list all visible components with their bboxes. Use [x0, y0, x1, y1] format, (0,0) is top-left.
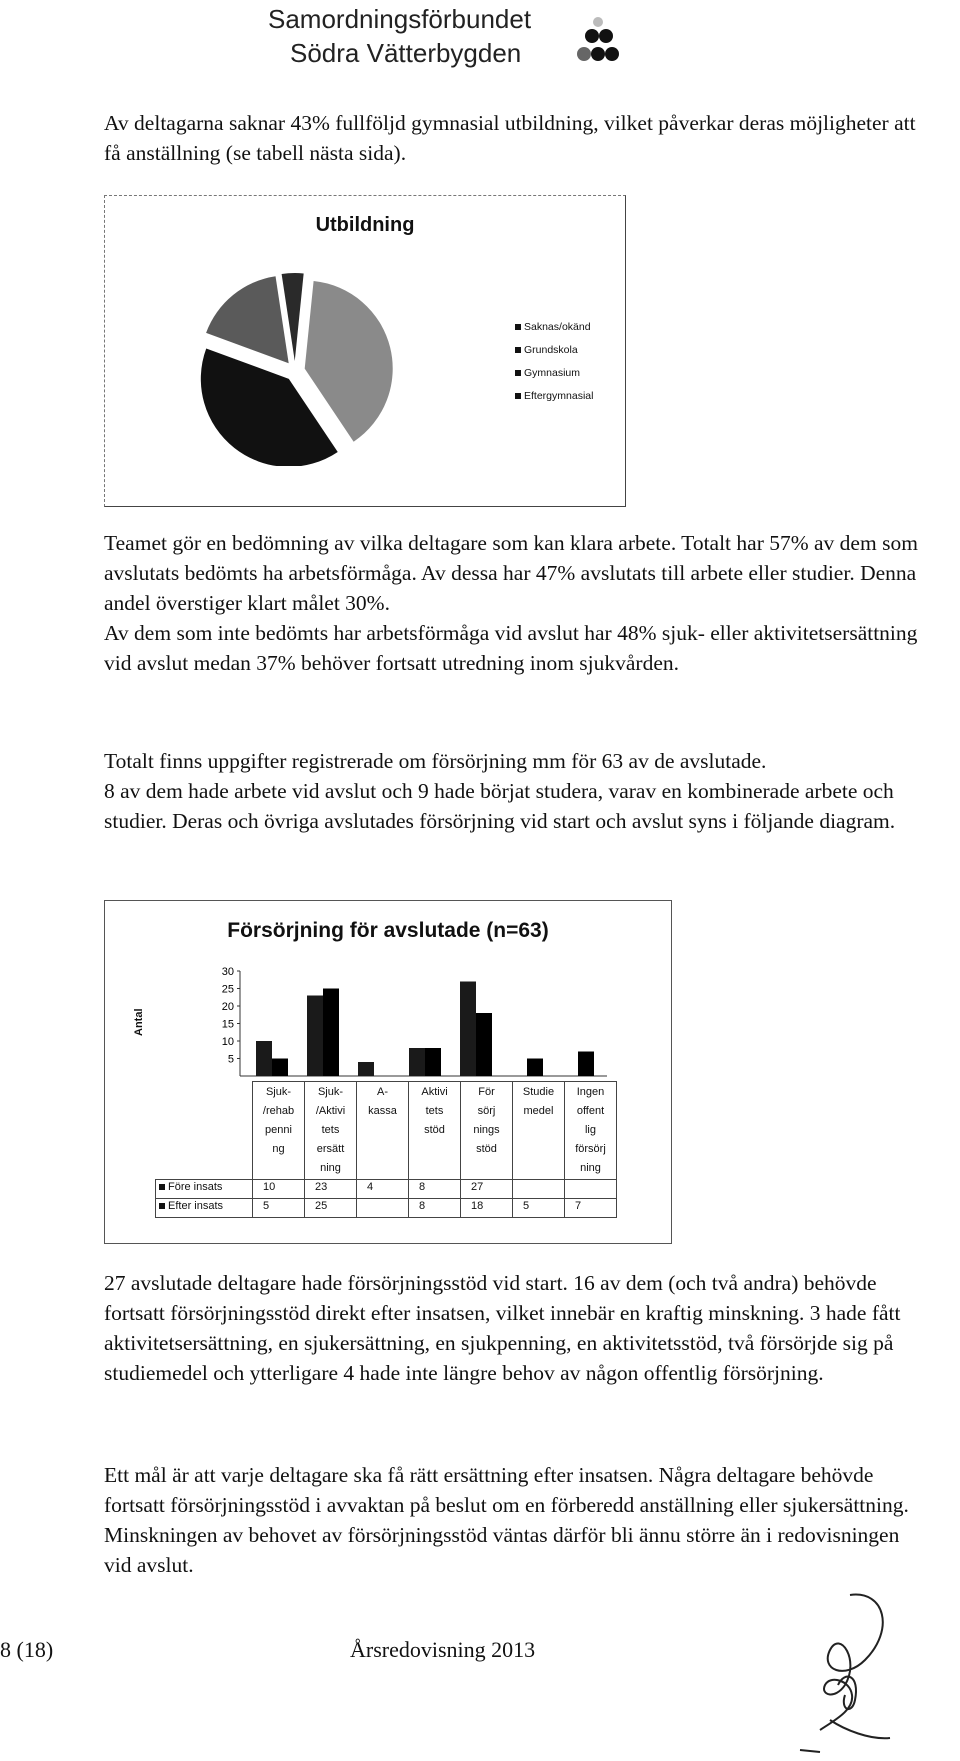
- pie-legend-label: Saknas/okänd: [524, 321, 591, 333]
- bar: [578, 1052, 594, 1077]
- paragraph-text: 27 avslutade deltagare hade försörjningsstöd vid start. 16 av dem (och två andra) behövde fortsatt försörjningsstöd direkt efter insatsen, vilket innebär en kraftig minskning. 3 hade fått aktivitetsersättning, en sjukersättning, en sjukpenning, en aktivitetsstöd, två försörjde sig på studiemedel och ytterligare 4 hade inte längre behov av någon offentlig försörjning.: [104, 1271, 901, 1385]
- series-row-after: [156, 1199, 617, 1218]
- bar: [409, 1048, 425, 1076]
- bar: [323, 989, 339, 1077]
- bar-chart-plot: [105, 901, 671, 1091]
- category-label: Sjuk- /Aktivi tets ersätt ning: [305, 1082, 357, 1180]
- paragraph-text: Totalt finns uppgifter registrerade om försörjning mm för 63 av de avslutade.: [104, 749, 767, 773]
- pie-legend-label: Gymnasium: [524, 367, 581, 379]
- data-label: 5: [253, 1199, 305, 1218]
- bar: [307, 996, 323, 1077]
- pie-chart-title: Utbildning: [315, 214, 415, 236]
- support-bar-chart: [104, 900, 672, 1244]
- org-name-line2: Södra Vätterbygden: [290, 38, 522, 68]
- y-tick-label: 25: [221, 983, 234, 996]
- signature-icon: [790, 1590, 910, 1760]
- paragraph-support-change: [104, 1268, 924, 1388]
- data-label: 4: [357, 1180, 409, 1199]
- y-tick-label: 5: [227, 1053, 234, 1066]
- bar-chart-ylabel: Antal: [133, 1008, 145, 1036]
- bar: [358, 1062, 374, 1076]
- paragraph-text: Av dem som inte bedömts har arbetsförmåga vid avslut har 48% sjuk- eller aktivitetsersättning vid avslut medan 37% behöver fortsatt utredning inom sjukvården.: [104, 621, 918, 675]
- bar: [527, 1059, 543, 1077]
- organization-logo-icon: [562, 10, 622, 72]
- data-label: 7: [565, 1199, 617, 1218]
- series-label: Före insats: [156, 1180, 253, 1199]
- page-number: 8 (18): [0, 1637, 54, 1662]
- data-label: [357, 1199, 409, 1218]
- data-label: 18: [461, 1199, 513, 1218]
- data-label: 10: [253, 1180, 305, 1199]
- category-label: Aktivi tets stöd: [409, 1082, 461, 1180]
- paragraph-support: [104, 746, 924, 836]
- pie-legend-label: Eftergymnasial: [524, 390, 594, 402]
- org-name-line1: Samordningsförbundet: [268, 4, 532, 34]
- series-label: Efter insats: [156, 1199, 253, 1218]
- footer-title: Årsredovisning 2013: [350, 1637, 536, 1662]
- paragraph-assessment: [104, 528, 924, 678]
- bar: [460, 982, 476, 1077]
- y-tick-label: 15: [221, 1018, 234, 1031]
- bar: [476, 1013, 492, 1076]
- paragraph-text: Av deltagarna saknar 43% fullföljd gymnasial utbildning, vilket påverkar deras möjligheter att få anställning (se tabell nästa sida).: [104, 111, 916, 165]
- category-label: Studie medel: [513, 1082, 565, 1180]
- data-label: [565, 1180, 617, 1199]
- category-label: Ingen offent lig försörj ning: [565, 1082, 617, 1180]
- data-label: 25: [305, 1199, 357, 1218]
- bar: [272, 1059, 288, 1077]
- pie-legend-item: [515, 316, 593, 339]
- pie-chart-plot: [185, 266, 425, 466]
- category-label: A- kassa: [357, 1082, 409, 1180]
- data-label: 8: [409, 1199, 461, 1218]
- category-row: [156, 1082, 617, 1180]
- pie-legend-item: [515, 339, 593, 362]
- data-label: 5: [513, 1199, 565, 1218]
- data-label: [513, 1180, 565, 1199]
- category-label: För sörj nings stöd: [461, 1082, 513, 1180]
- series-row-before: [156, 1180, 617, 1199]
- paragraph-text: Teamet gör en bedömning av vilka deltagare som kan klara arbete. Totalt har 57% av dem som avslutats bedömts ha arbetsförmåga. Av dessa har 47% avslutats till arbete eller studier. Denna andel överstiger klart målet 30%.: [104, 531, 918, 615]
- data-label: 8: [409, 1180, 461, 1199]
- pie-legend-label: Grundskola: [524, 344, 578, 356]
- paragraph-text: 8 av dem hade arbete vid avslut och 9 hade börjat studera, varav en kombinerade arbete och studier. Deras och övriga avslutades försörjning vid start och avslut syns i följande diagram.: [104, 779, 896, 833]
- education-pie-chart: [104, 195, 626, 507]
- paragraph-education: [104, 108, 924, 168]
- pie-legend-item: [515, 385, 593, 408]
- bar-chart-title: Försörjning för avslutade (n=63): [227, 919, 549, 942]
- data-label: 27: [461, 1180, 513, 1199]
- y-tick-label: 30: [221, 966, 234, 978]
- bar: [425, 1048, 441, 1076]
- y-tick-label: 10: [221, 1036, 234, 1048]
- pie-slice: [305, 281, 393, 442]
- paragraph-text: Ett mål är att varje deltagare ska få rätt ersättning efter insatsen. Några deltagare behövde fortsatt försörjningsstöd i avvaktan på beslut om en förberedd anställning eller sjukersättning. Minskningen av behovet av försörjningsstöd väntas därför bli ännu större än i redovisningen vid avslut.: [104, 1463, 909, 1577]
- pie-slice: [206, 276, 289, 363]
- pie-legend-item: [515, 362, 593, 385]
- category-label: Sjuk- /rehab penni ng: [253, 1082, 305, 1180]
- bar-chart-data-table: [155, 1081, 617, 1218]
- organization-header: [262, 4, 662, 74]
- data-label: 23: [305, 1180, 357, 1199]
- pie-legend: [515, 316, 593, 408]
- bar: [256, 1041, 272, 1076]
- y-tick-label: 20: [221, 1001, 234, 1013]
- paragraph-goal: [104, 1460, 924, 1580]
